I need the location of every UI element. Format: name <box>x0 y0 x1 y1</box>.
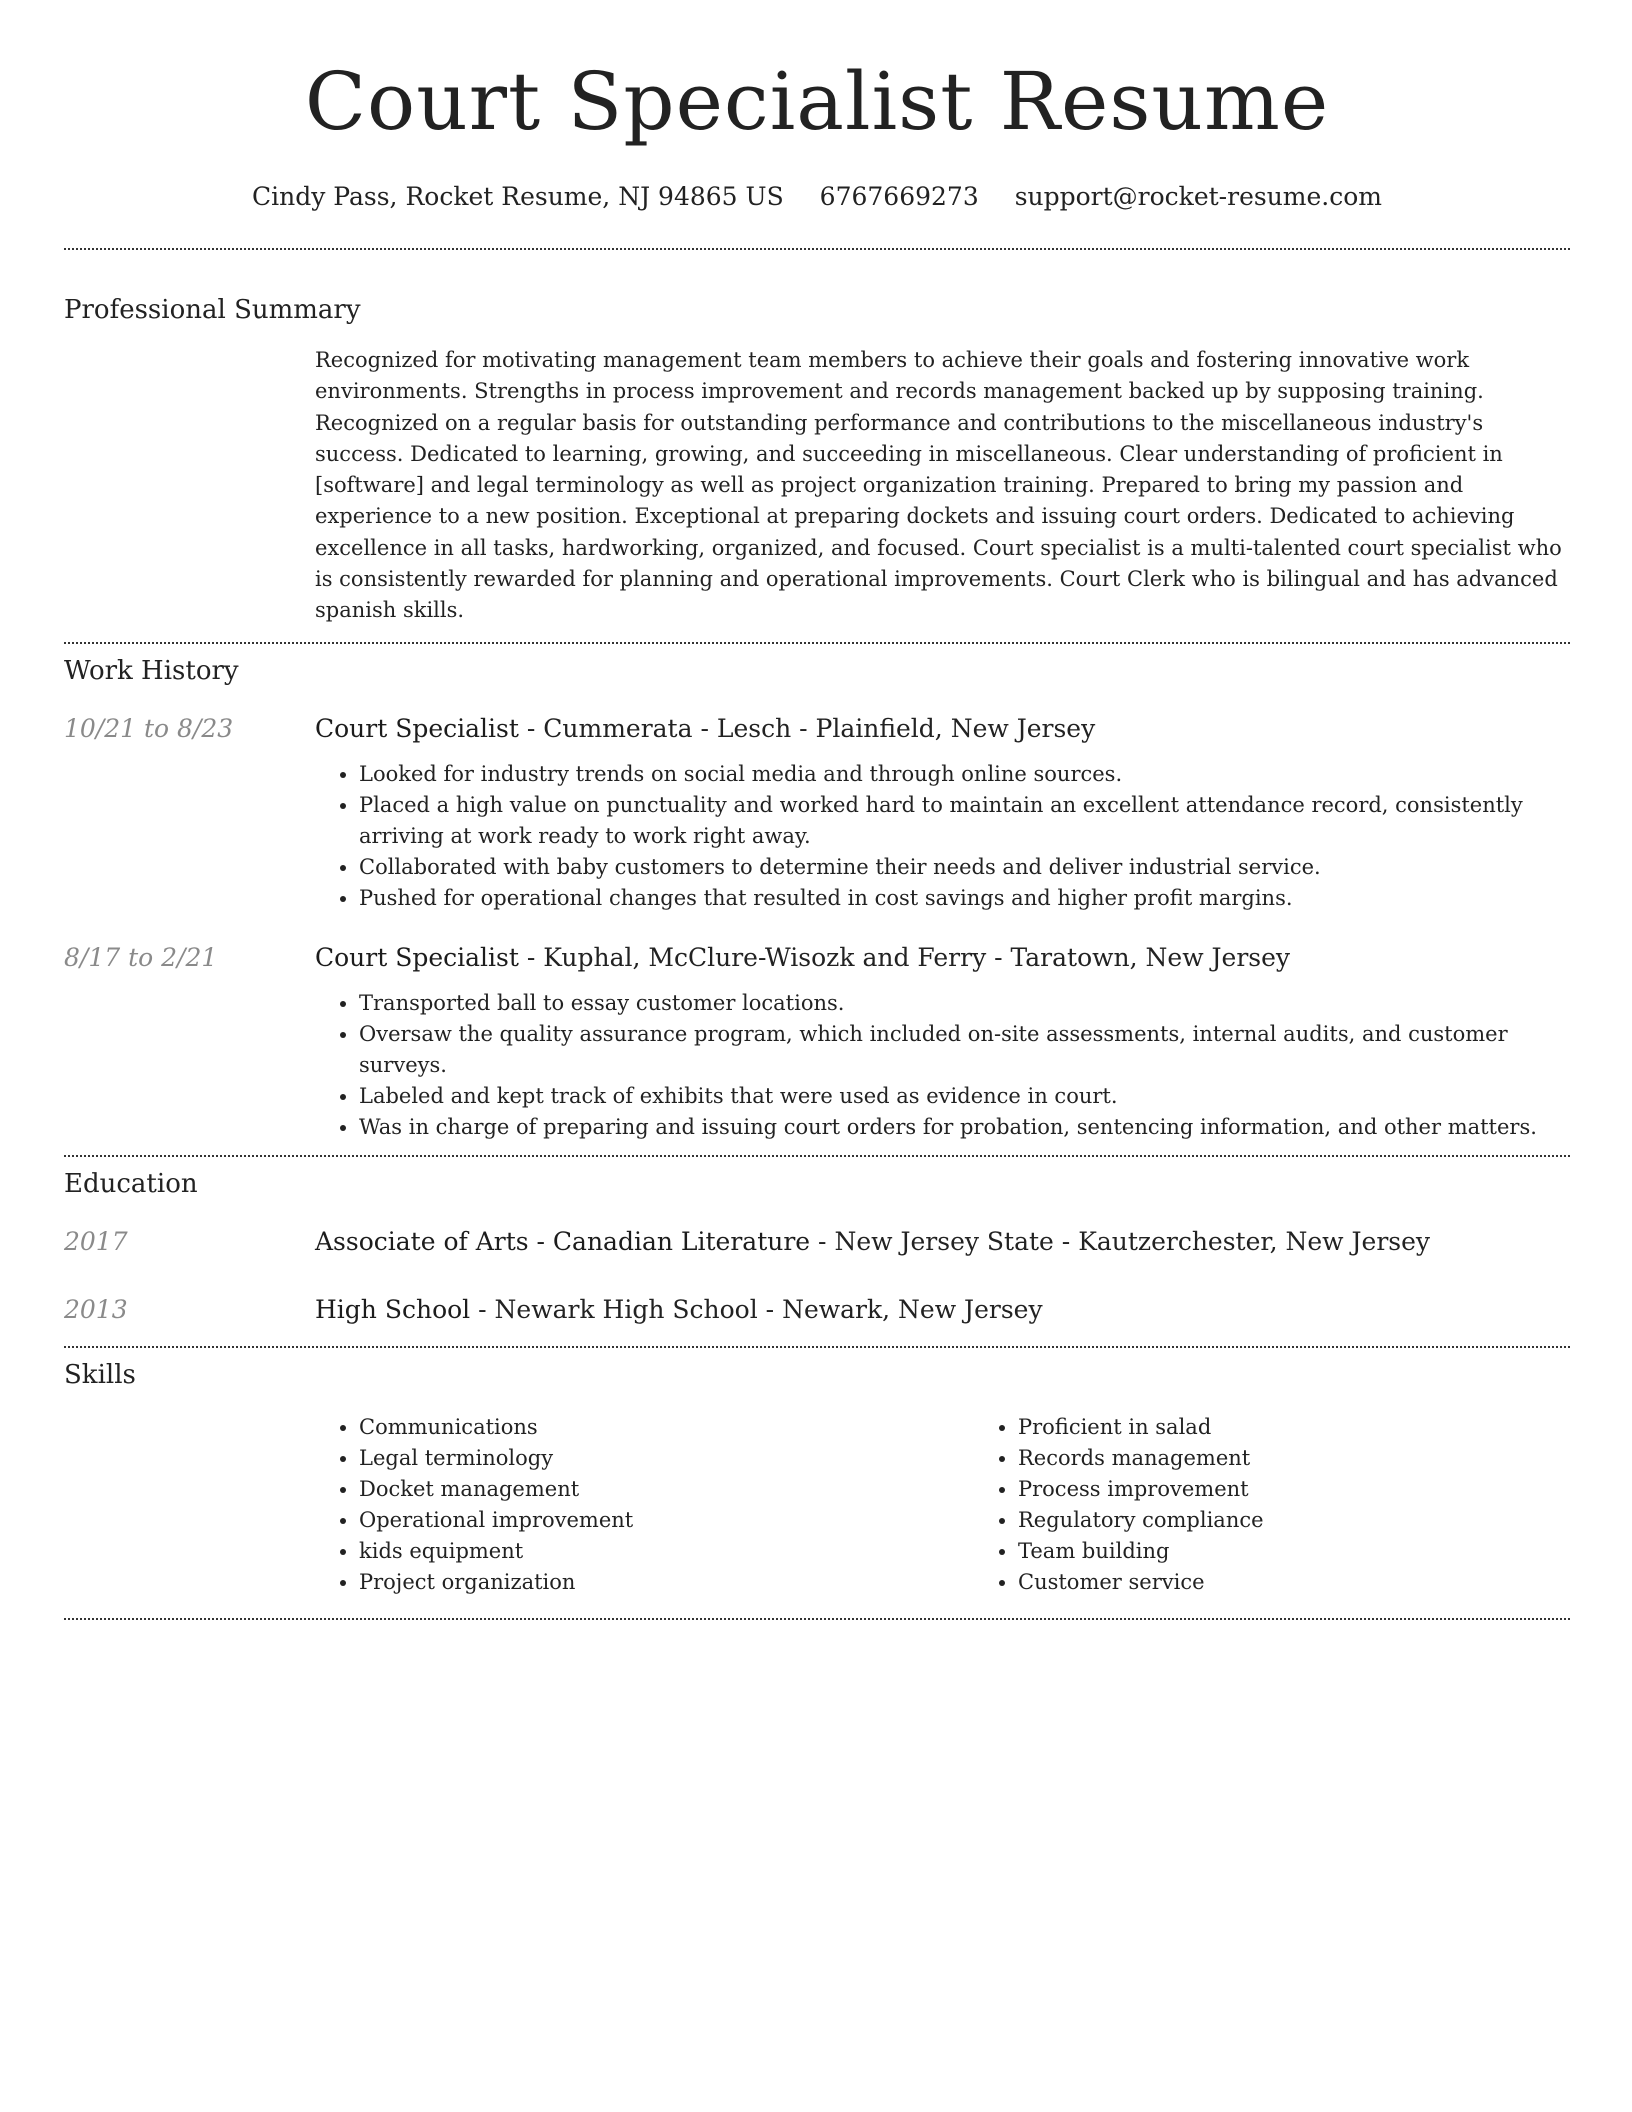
education-year: 2017 <box>64 1226 128 1256</box>
skill-item: • Operational improvement <box>359 1505 974 1536</box>
list-item: • Looked for industry trends on social media and through online sources. <box>359 759 1570 790</box>
job-heading <box>315 941 1570 975</box>
education-heading <box>315 1225 1570 1259</box>
list-item: • Pushed for operational changes that resulted in cost savings and higher profit margins. <box>359 883 1570 914</box>
job-role: Court Specialist <box>315 942 519 972</box>
job-role: Court Specialist <box>315 713 519 743</box>
summary-row <box>64 345 1570 627</box>
contact-phone: 6767669273 <box>819 182 979 211</box>
job-bullets <box>315 759 1570 914</box>
skill-item: • Regulatory compliance <box>1018 1505 1632 1536</box>
skill-item: • Process improvement <box>1018 1474 1632 1505</box>
divider <box>64 1155 1570 1157</box>
divider <box>64 248 1570 250</box>
skills-list-right <box>974 1412 1632 1598</box>
education-heading <box>315 1293 1570 1327</box>
divider <box>64 642 1570 644</box>
list-item: • Labeled and kept track of exhibits that were used as evidence in court. <box>359 1081 1570 1112</box>
resume-title: Court Specialist Resume <box>304 55 1330 148</box>
section-heading-work: Work History <box>64 655 239 686</box>
education-school: - Newark High School - Newark, New Jersey <box>470 1294 1043 1324</box>
skill-item: • Legal terminology <box>359 1443 974 1474</box>
skill-item: • Team building <box>1018 1536 1632 1567</box>
list-item: • Placed a high value on punctuality and worked hard to maintain an excellent attendance record, consistently arriving at work ready to work right away. <box>359 790 1570 852</box>
skill-item: • Docket management <box>359 1474 974 1505</box>
list-item: • Transported ball to essay customer locations. <box>359 988 1570 1019</box>
skill-item: • Project organization <box>359 1567 974 1598</box>
list-item: • Collaborated with baby customers to determine their needs and deliver industrial service. <box>359 852 1570 883</box>
skills-list-left <box>315 1412 974 1598</box>
section-heading-education: Education <box>64 1168 198 1199</box>
job-dates: 10/21 to 8/23 <box>64 713 234 743</box>
job-entry <box>64 941 1570 1143</box>
education-entry <box>64 1293 1570 1327</box>
education-year: 2013 <box>64 1294 128 1324</box>
list-item: • Was in charge of preparing and issuing court orders for probation, sentencing information, and other matters. <box>359 1112 1570 1143</box>
skill-item: • kids equipment <box>359 1536 974 1567</box>
education-entry <box>64 1225 1570 1259</box>
job-dates: 8/17 to 2/21 <box>64 942 218 972</box>
list-item: • Oversaw the quality assurance program, which included on-site assessments, internal audits, and customer surveys. <box>359 1019 1570 1081</box>
education-degree: Associate of Arts - Canadian Literature <box>315 1226 811 1256</box>
contact-email: support@rocket-resume.com <box>1014 182 1382 211</box>
section-heading-skills: Skills <box>64 1359 136 1390</box>
job-entry <box>64 712 1570 914</box>
contact-line <box>64 180 1570 214</box>
section-heading-summary: Professional Summary <box>64 295 361 325</box>
skills-row <box>64 1412 1570 1598</box>
job-bullets <box>315 988 1570 1143</box>
skills-grid <box>315 1412 1632 1598</box>
skill-item: • Records management <box>1018 1443 1632 1474</box>
contact-address: Cindy Pass, Rocket Resume, NJ 94865 US <box>251 182 784 211</box>
divider <box>64 1346 1570 1348</box>
job-company: - Kuphal, McClure-Wisozk and Ferry - Taratown, New Jersey <box>518 942 1291 972</box>
job-company: - Cummerata - Lesch - Plainfield, New Jersey <box>518 713 1096 743</box>
education-degree: High School <box>315 1294 471 1324</box>
summary-text: Recognized for motivating management team members to achieve their goals and fostering innovative work environments. Strengths in process improvement and records management backed up by supposing training. Recognized on a regular basis for outstanding performance and contributions to the miscellaneous industry's success. Dedicated to learning, growing, and succeeding in miscellaneous. Clear understanding of proficient in [software] and legal terminology as well as project organization training. Prepared to bring my passion and experience to a new position. Exceptional at preparing dockets and issuing court orders. Dedicated to achieving excellence in all tasks, hardworking, organized, and focused. Court specialist is a multi-talented court specialist who is consistently rewarded for planning and operational improvements. Court Clerk who is bilingual and has advanced spanish skills. <box>315 348 1562 623</box>
skill-item: • Communications <box>359 1412 974 1443</box>
divider <box>64 1618 1570 1620</box>
skill-item: • Proficient in salad <box>1018 1412 1632 1443</box>
skill-item: • Customer service <box>1018 1567 1632 1598</box>
education-school: - New Jersey State - Kautzerchester, New Jersey <box>810 1226 1431 1256</box>
resume-page <box>64 0 1570 1620</box>
job-heading <box>315 712 1570 746</box>
